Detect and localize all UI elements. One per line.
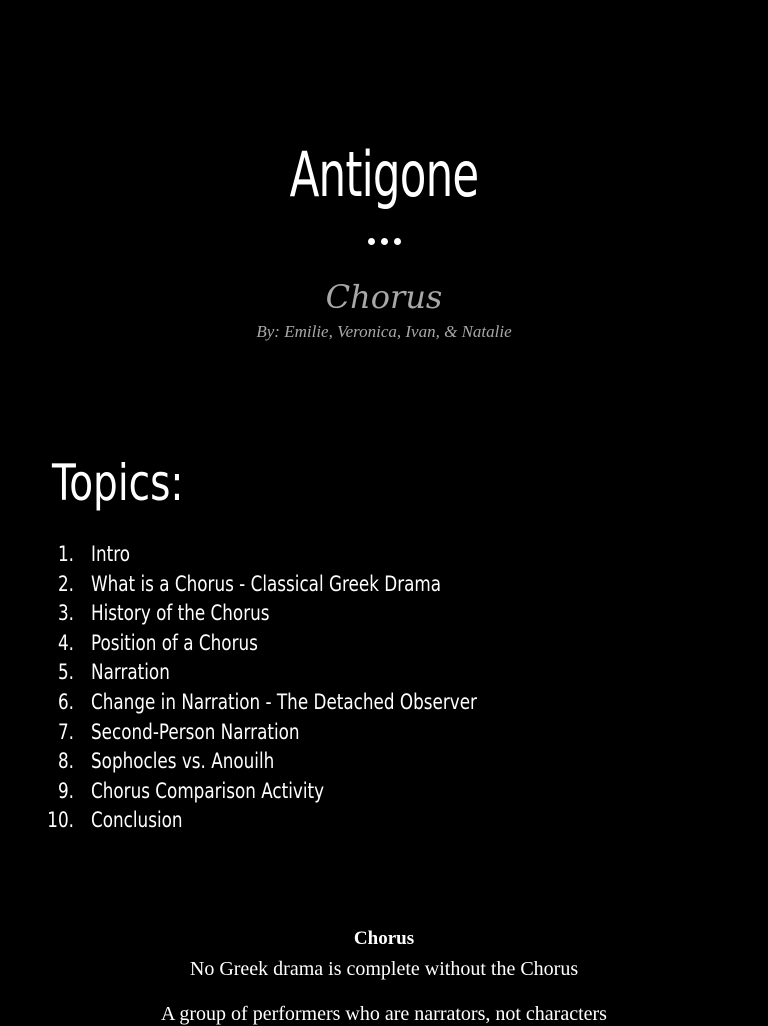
topic-text: Narration (91, 660, 170, 685)
topic-number: 6. (57, 689, 74, 714)
topic-text: History of the Chorus (91, 601, 270, 626)
chorus-heading: Chorus (353, 928, 415, 949)
ellipsis-divider (0, 238, 768, 245)
topic-text: Second-Person Narration (91, 719, 300, 744)
topic-number: 5. (57, 660, 74, 685)
topic-number: 4. (57, 630, 74, 655)
title-slide (0, 0, 768, 420)
topic-text: Change in Narration - The Detached Observer (91, 689, 477, 714)
topic-number: 3. (57, 601, 74, 626)
topic-number: 2. (57, 571, 74, 596)
divider-dot (381, 238, 388, 245)
author-byline: By: Emilie, Veronica, Ivan, & Natalie (256, 322, 512, 341)
divider-dot (394, 238, 401, 245)
presentation-title: Antigone (289, 138, 479, 211)
topic-text: Position of a Chorus (91, 630, 258, 655)
divider-dot (368, 238, 375, 245)
chorus-description-line: No Greek drama is complete without the Chorus (189, 958, 579, 980)
topic-number: 10. (47, 808, 74, 833)
topic-text: Intro (91, 542, 131, 566)
topic-text: Conclusion (91, 808, 183, 833)
topic-number: 9. (57, 778, 74, 803)
chorus-description-line: A group of performers who are narrators, not characters (161, 1003, 607, 1025)
topic-number: 8. (57, 749, 74, 774)
topic-text: Chorus Comparison Activity (91, 778, 325, 803)
topic-text: What is a Chorus - Classical Greek Drama (91, 571, 442, 596)
topics-heading: Topics: (52, 454, 184, 512)
topic-number: 7. (57, 719, 74, 744)
topic-number: 1. (57, 542, 74, 566)
topic-text: Sophocles vs. Anouilh (91, 749, 275, 774)
presentation-subtitle: Chorus (325, 278, 443, 316)
